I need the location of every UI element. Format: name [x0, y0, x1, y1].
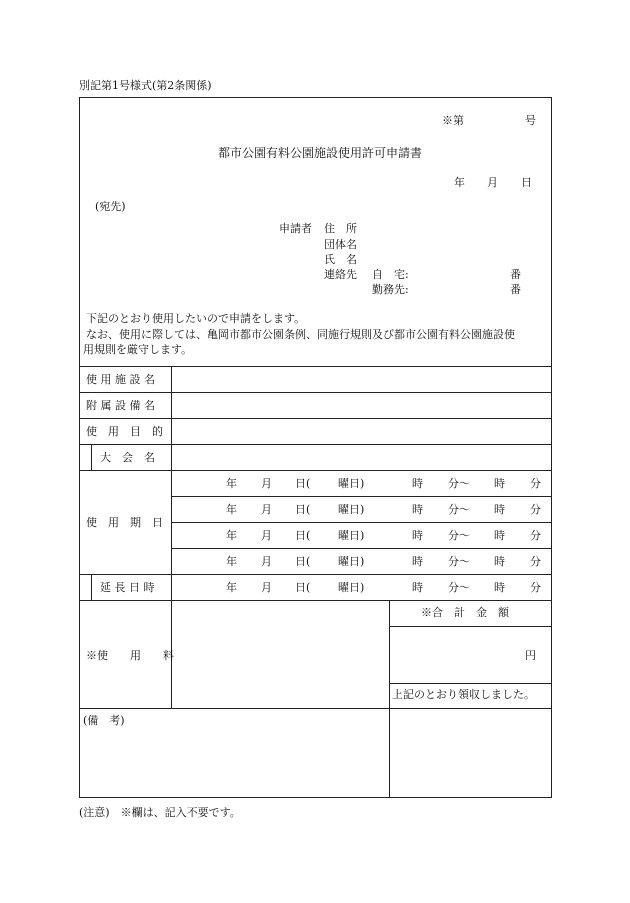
period-day-1: 日( — [295, 477, 311, 490]
contact-work: 勤務先: — [372, 283, 409, 296]
form-number: 別記第1号様式(第2条関係) — [79, 79, 212, 92]
rule — [171, 522, 551, 523]
period-month-5: 月 — [261, 581, 272, 594]
rule — [80, 392, 551, 393]
applicant-name: 氏 名 — [324, 253, 357, 266]
applicant-label: 申請者 — [279, 222, 312, 235]
period-weekday-4: 曜日) — [338, 555, 365, 568]
period-day-5: 日( — [295, 581, 311, 594]
rule — [171, 548, 551, 549]
period-month-1: 月 — [261, 477, 272, 490]
form-title: 都市公園有料公園施設使用許可申請書 — [218, 146, 423, 160]
period-year-1: 年 — [226, 477, 237, 490]
date-day: 日 — [521, 176, 532, 189]
period-weekday-5: 曜日) — [338, 581, 365, 594]
period-minute-to-3: 分 — [530, 529, 541, 542]
period-hour2-2: 時 — [494, 503, 505, 516]
date-year: 年 — [454, 176, 465, 189]
period-hour-1: 時 — [412, 477, 423, 490]
label-extension: 延 長 日 時 — [100, 581, 155, 594]
period-minute-from-5: 分～ — [448, 581, 470, 594]
period-minute-to-5: 分 — [530, 581, 541, 594]
period-minute-from-4: 分～ — [448, 555, 470, 568]
label-event: 大 会 名 — [100, 451, 155, 464]
contact-work-ban: 番 — [510, 283, 521, 296]
period-day-3: 日( — [295, 529, 311, 542]
rule — [80, 366, 551, 367]
rule — [389, 683, 551, 684]
rule — [80, 444, 551, 445]
period-minute-from-2: 分～ — [448, 503, 470, 516]
footer-note: (注意) ※欄は、記入不要です。 — [79, 806, 241, 819]
rule — [80, 600, 551, 601]
period-hour2-1: 時 — [494, 477, 505, 490]
period-year-4: 年 — [226, 555, 237, 568]
body-line-1: 下記のとおり使用したいので申請をします。 — [86, 312, 306, 325]
body-line-3: 用規則を厳守します。 — [83, 343, 193, 356]
body-line-2: なお、使用に際しては、亀岡市都市公園条例、同施行規則及び都市公園有料公園施設使 — [86, 328, 515, 341]
period-day-2: 日( — [295, 503, 311, 516]
label-facility: 使 用 施 設 名 — [86, 373, 155, 386]
label-remarks: (備 考) — [83, 714, 125, 727]
rule — [80, 574, 551, 575]
doc-no-suffix: 号 — [525, 114, 536, 127]
label-fee: ※使 用 料 — [86, 649, 174, 662]
period-year-5: 年 — [226, 581, 237, 594]
doc-no-prefix: ※第 — [442, 114, 464, 127]
label-purpose: 使 用 目 的 — [86, 425, 163, 438]
period-month-4: 月 — [261, 555, 272, 568]
period-hour-5: 時 — [412, 581, 423, 594]
rule — [91, 444, 92, 470]
contact-home-ban: 番 — [510, 268, 521, 281]
period-minute-from-3: 分～ — [448, 529, 470, 542]
contact-home: 自 宅: — [372, 268, 409, 281]
rule — [389, 600, 390, 797]
period-hour-2: 時 — [412, 503, 423, 516]
period-year-3: 年 — [226, 529, 237, 542]
period-minute-to-2: 分 — [530, 503, 541, 516]
period-weekday-2: 曜日) — [338, 503, 365, 516]
rule — [389, 626, 551, 627]
received-text: 上記のとおり領収しました。 — [392, 688, 535, 701]
application-form — [79, 97, 552, 798]
period-month-3: 月 — [261, 529, 272, 542]
yen-unit: 円 — [525, 649, 536, 662]
period-weekday-3: 曜日) — [338, 529, 365, 542]
total-amount-label: ※合 計 金 額 — [421, 606, 509, 619]
rule — [171, 496, 551, 497]
rule — [80, 470, 551, 471]
rule — [80, 708, 551, 709]
applicant-address: 住 所 — [324, 222, 357, 235]
period-month-2: 月 — [261, 503, 272, 516]
period-minute-from-1: 分～ — [448, 477, 470, 490]
rule — [80, 418, 551, 419]
period-hour2-3: 時 — [494, 529, 505, 542]
period-year-2: 年 — [226, 503, 237, 516]
period-hour-3: 時 — [412, 529, 423, 542]
period-day-4: 日( — [295, 555, 311, 568]
rule — [91, 574, 92, 600]
period-minute-to-1: 分 — [530, 477, 541, 490]
date-month: 月 — [487, 176, 498, 189]
period-weekday-1: 曜日) — [338, 477, 365, 490]
period-hour-4: 時 — [412, 555, 423, 568]
period-hour2-5: 時 — [494, 581, 505, 594]
period-minute-to-4: 分 — [530, 555, 541, 568]
applicant-org: 団体名 — [324, 238, 357, 251]
period-hour2-4: 時 — [494, 555, 505, 568]
label-attached: 附 属 設 備 名 — [86, 399, 155, 412]
addressee: (宛先) — [95, 200, 126, 213]
label-period: 使 用 期 日 — [86, 516, 163, 529]
applicant-contact: 連絡先 — [324, 268, 357, 281]
